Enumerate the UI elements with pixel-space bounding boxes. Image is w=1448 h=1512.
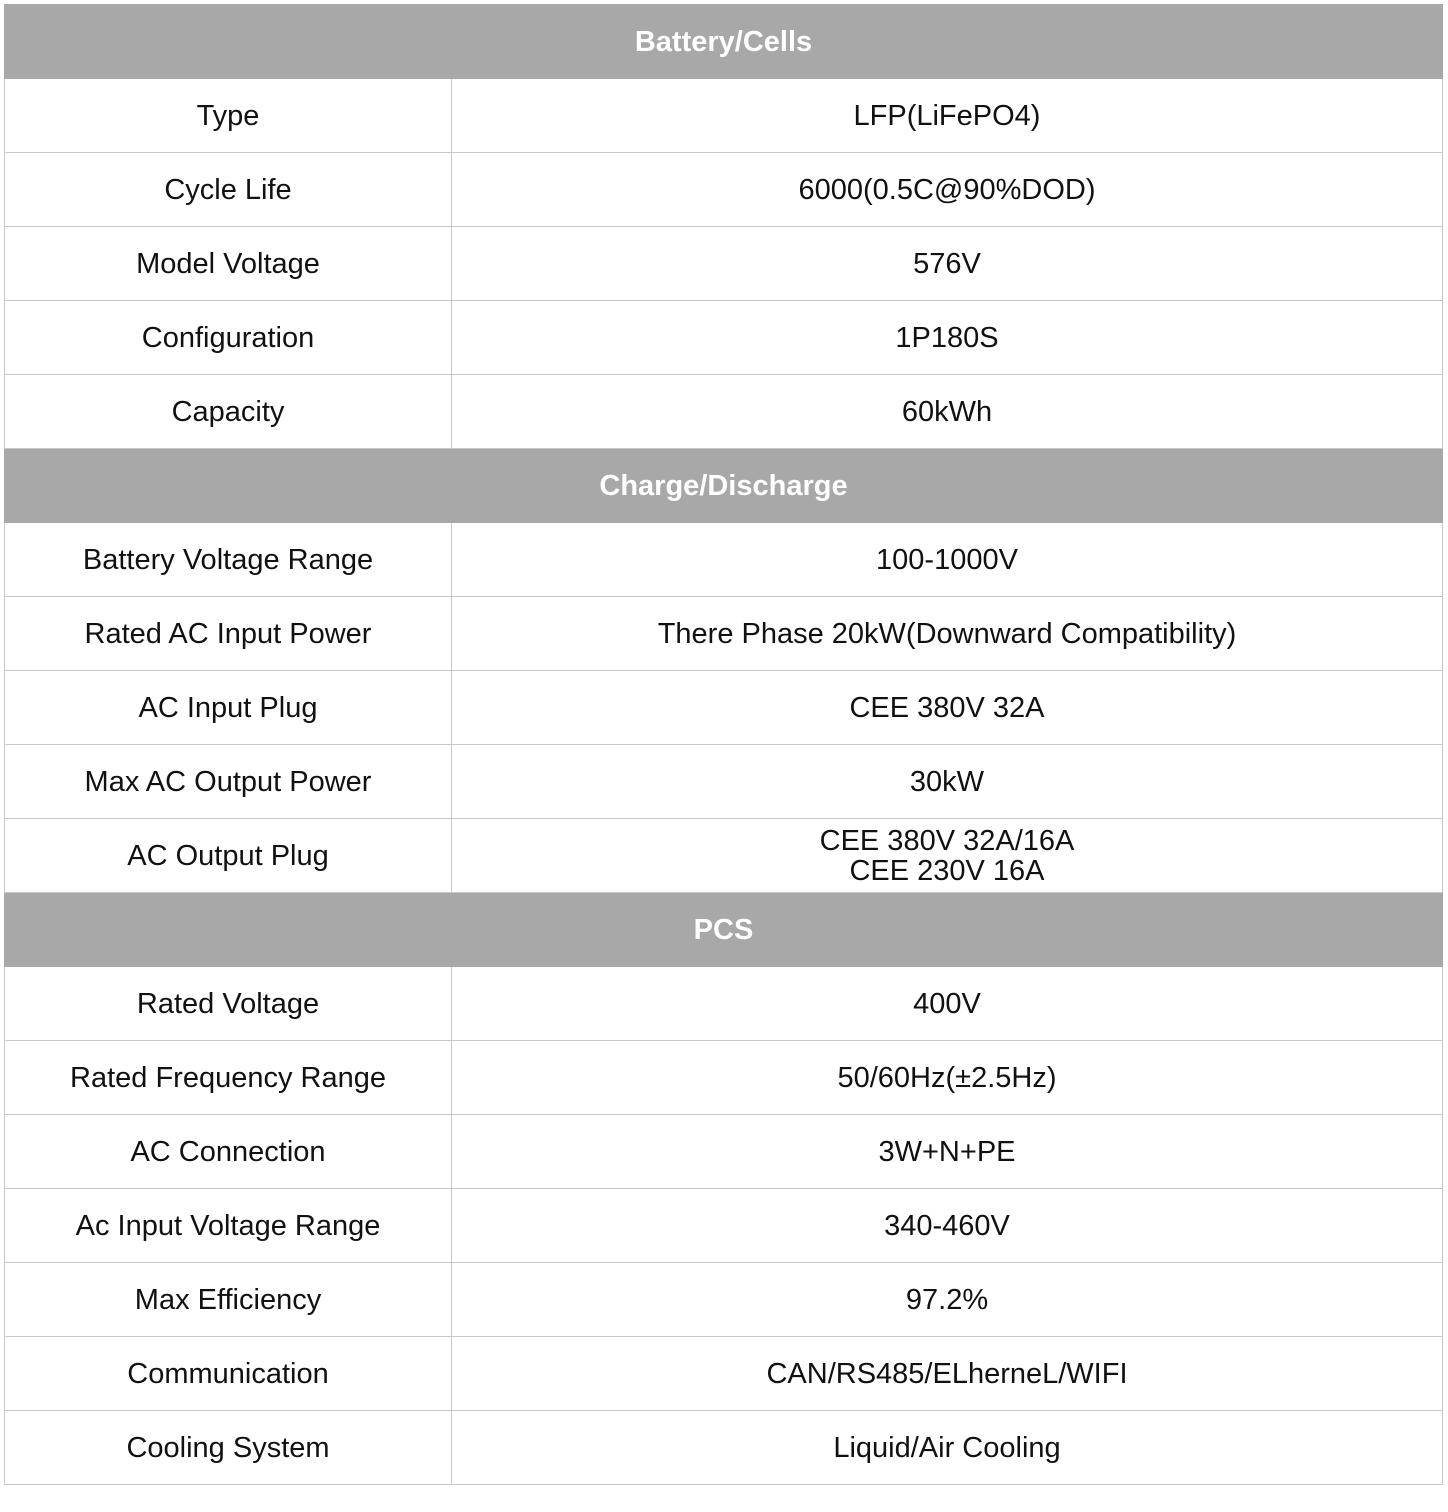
table-row [5,1263,1443,1337]
row-label: Configuration [5,301,452,375]
row-value: 60kWh [452,375,1443,449]
row-value: Liquid/Air Cooling [452,1411,1443,1485]
row-label: Max AC Output Power [5,745,452,819]
row-label: Capacity [5,375,452,449]
row-value: 97.2% [452,1263,1443,1337]
section-title: Charge/Discharge [5,449,1443,523]
row-value: CEE 380V 32A [452,671,1443,745]
row-label: Rated AC Input Power [5,597,452,671]
row-label: Ac Input Voltage Range [5,1189,452,1263]
table-row [5,967,1443,1041]
row-value: 1P180S [452,301,1443,375]
row-label: Max Efficiency [5,1263,452,1337]
row-value: 100-1000V [452,523,1443,597]
section-title: Battery/Cells [5,5,1443,79]
row-label: Rated Voltage [5,967,452,1041]
row-label: Cycle Life [5,153,452,227]
section-header-battery-cells [5,5,1443,79]
row-value: 3W+N+PE [452,1115,1443,1189]
section-header-pcs [5,893,1443,967]
section-header-charge-discharge [5,449,1443,523]
table-row [5,1115,1443,1189]
table-row [5,1411,1443,1485]
row-label: AC Input Plug [5,671,452,745]
table-row [5,153,1443,227]
table-row [5,1189,1443,1263]
row-label: Cooling System [5,1411,452,1485]
table-row [5,79,1443,153]
table-row [5,819,1443,893]
row-label: AC Output Plug [5,819,452,893]
row-label: Type [5,79,452,153]
table-row [5,523,1443,597]
row-value-line: CEE 230V 16A [849,854,1045,887]
row-value: 576V [452,227,1443,301]
row-label: Model Voltage [5,227,452,301]
table-row [5,227,1443,301]
table-row [5,671,1443,745]
row-label: Rated Frequency Range [5,1041,452,1115]
spec-table [4,4,1443,1485]
row-value [452,819,1443,893]
table-row [5,1337,1443,1411]
table-row [5,375,1443,449]
row-value: LFP(LiFePO4) [452,79,1443,153]
row-label: AC Connection [5,1115,452,1189]
row-value: 340-460V [452,1189,1443,1263]
row-label: Communication [5,1337,452,1411]
row-label: Battery Voltage Range [5,523,452,597]
row-value: 30kW [452,745,1443,819]
row-value: 400V [452,967,1443,1041]
table-row [5,597,1443,671]
table-row [5,301,1443,375]
table-row [5,1041,1443,1115]
row-value: 6000(0.5C@90%DOD) [452,153,1443,227]
row-value: There Phase 20kW(Downward Compatibility) [452,597,1443,671]
section-title: PCS [5,893,1443,967]
row-value: CAN/RS485/ELherneL/WIFI [452,1337,1443,1411]
row-value: 50/60Hz(±2.5Hz) [452,1041,1443,1115]
table-row [5,745,1443,819]
row-value-line: CEE 380V 32A/16A [819,824,1075,857]
